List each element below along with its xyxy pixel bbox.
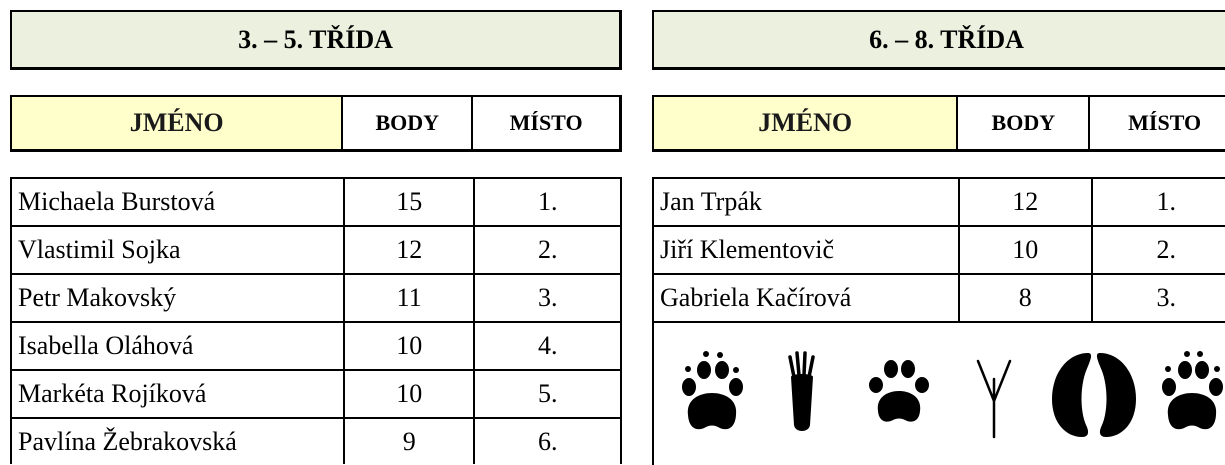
right-panel: [652, 0, 1225, 465]
student-name: Jiří Klementovič: [660, 235, 835, 264]
bird-foot-icon: [782, 349, 822, 441]
student-place: 4.: [473, 323, 622, 369]
dog-paw-icon: [866, 349, 932, 441]
bird-track-icon: [972, 349, 1016, 441]
bear-paw-icon: [1154, 349, 1225, 441]
student-points: 10: [343, 323, 474, 369]
table-row: [12, 323, 622, 371]
left-header-name: JMÉNO: [12, 97, 341, 149]
student-points: 9: [343, 419, 474, 464]
table-row: [12, 179, 622, 227]
student-name: Isabella Oláhová: [18, 331, 194, 360]
table-row: [12, 371, 622, 419]
student-name: Pavlína Žebrakovská: [18, 426, 237, 456]
student-points: 12: [343, 227, 474, 273]
table-row: [654, 179, 1225, 227]
table-row: [12, 419, 622, 464]
student-name: Markéta Rojíková: [18, 379, 207, 408]
student-name: Petr Makovský: [18, 283, 177, 312]
left-header-place: MÍSTO: [471, 97, 619, 149]
student-place: 2.: [473, 227, 622, 273]
student-points: 12: [958, 179, 1091, 225]
student-place: 5.: [473, 371, 622, 417]
left-header-points: BODY: [341, 97, 471, 149]
student-place: 3.: [1091, 275, 1225, 321]
right-title: 6. – 8. TŘÍDA: [652, 10, 1225, 70]
left-results-table: [10, 177, 622, 464]
student-name: Michaela Burstová: [18, 187, 216, 216]
cat-paw-icon: [674, 349, 750, 441]
left-title: 3. – 5. TŘÍDA: [10, 10, 622, 70]
table-row: [654, 275, 1225, 323]
right-header-row: [652, 95, 1225, 152]
right-header-place: MÍSTO: [1088, 97, 1225, 149]
student-name: Gabriela Kačírová: [660, 283, 852, 312]
student-place: 2.: [1091, 227, 1225, 273]
right-results-table: [652, 177, 1225, 323]
student-name: Vlastimil Sojka: [18, 235, 181, 264]
table-row: [12, 275, 622, 323]
student-place: 6.: [473, 419, 622, 464]
hoof-print-icon: [1046, 349, 1142, 441]
animal-tracks-area: [652, 321, 1225, 465]
left-panel: [10, 0, 622, 465]
student-points: 10: [958, 227, 1091, 273]
student-place: 1.: [1091, 179, 1225, 225]
student-points: 15: [343, 179, 474, 225]
student-place: 3.: [473, 275, 622, 321]
student-name: Jan Trpák: [660, 187, 762, 216]
student-points: 10: [343, 371, 474, 417]
table-row: [12, 227, 622, 275]
student-points: 8: [958, 275, 1091, 321]
table-row: [654, 227, 1225, 275]
right-header-name: JMÉNO: [654, 97, 956, 149]
student-place: 1.: [473, 179, 622, 225]
right-header-points: BODY: [956, 97, 1088, 149]
student-points: 11: [343, 275, 474, 321]
left-header-row: [10, 95, 622, 152]
